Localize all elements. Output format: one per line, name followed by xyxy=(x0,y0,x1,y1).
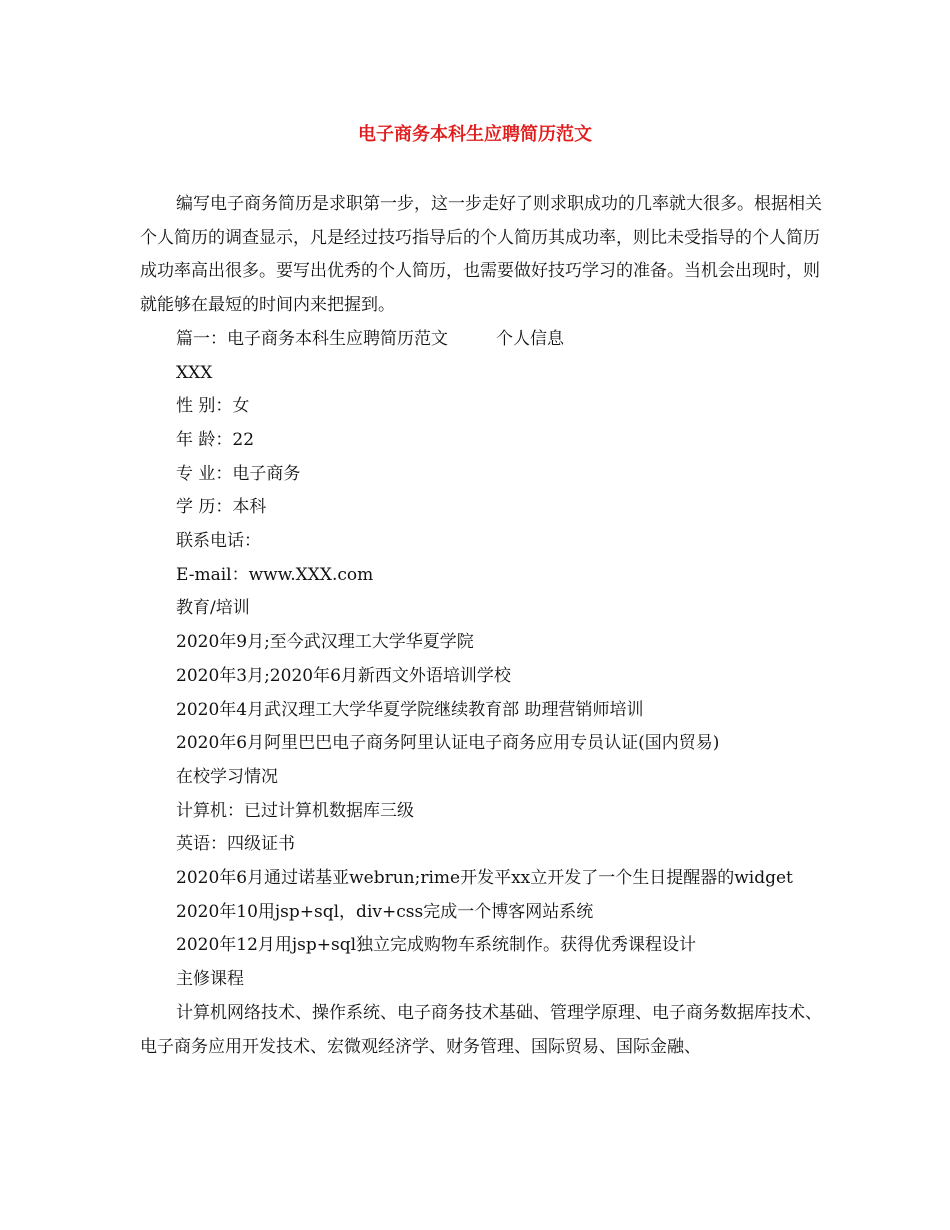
document-body xyxy=(140,188,830,1064)
age-line: 年 龄：22 xyxy=(176,429,255,450)
personal-info-label: 个人信息 xyxy=(496,328,564,349)
phone-line: 联系电话： xyxy=(176,531,261,552)
name-line: XXX xyxy=(176,362,213,383)
email-line: E-mail：www.XXX.com xyxy=(176,564,374,585)
courses-paragraph: 计算机网络技术、操作系统、电子商务技术基础、管理学原理、电子商务数据库技术、电子商务应用开发技术、宏微观经济学、财务管理、国际贸易、国际金融、 xyxy=(140,1002,822,1057)
education-item: 2020年9月;至今武汉理工大学华夏学院 xyxy=(176,632,474,653)
section-heading-line xyxy=(140,323,830,357)
degree-line: 学 历：本科 xyxy=(176,497,267,518)
computer-line: 计算机：已过计算机数据库三级 xyxy=(176,800,414,821)
education-heading: 教育/培训 xyxy=(176,598,250,619)
document-title: 电子商务本科生应聘简历范文 xyxy=(358,124,592,145)
project-item: 2020年10用jsp+sql，div+css完成一个博客网站系统 xyxy=(176,901,594,922)
section-heading: 篇一：电子商务本科生应聘简历范文 xyxy=(176,328,448,349)
education-item: 2020年4月武汉理工大学华夏学院继续教育部 助理营销师培训 xyxy=(176,699,644,720)
education-item: 2020年6月阿里巴巴电子商务阿里认证电子商务应用专员认证(国内贸易) xyxy=(176,733,720,754)
project-item: 2020年12月用jsp+sql独立完成购物车系统制作。获得优秀课程设计 xyxy=(176,935,697,956)
gender-line: 性 别：女 xyxy=(176,396,250,417)
project-item: 2020年6月通过诺基亚webrun;rime开发平xx立开发了一个生日提醒器的widget xyxy=(176,868,793,889)
courses-heading: 主修课程 xyxy=(176,969,244,990)
study-heading: 在校学习情况 xyxy=(176,766,278,787)
intro-paragraph: 编写电子商务简历是求职第一步，这一步走好了则求职成功的几率就大很多。根据相关个人简历的调查显示，凡是经过技巧指导后的个人简历其成功率，则比未受指导的个人简历成功率高出很多。要写出优秀的个人简历，也需要做好技巧学习的准备。当机会出现时，则就能够在最短的时间内来把握到。 xyxy=(140,194,822,316)
major-line: 专 业：电子商务 xyxy=(176,463,301,484)
education-item: 2020年3月;2020年6月新西文外语培训学校 xyxy=(176,665,511,686)
english-line: 英语：四级证书 xyxy=(176,834,295,855)
